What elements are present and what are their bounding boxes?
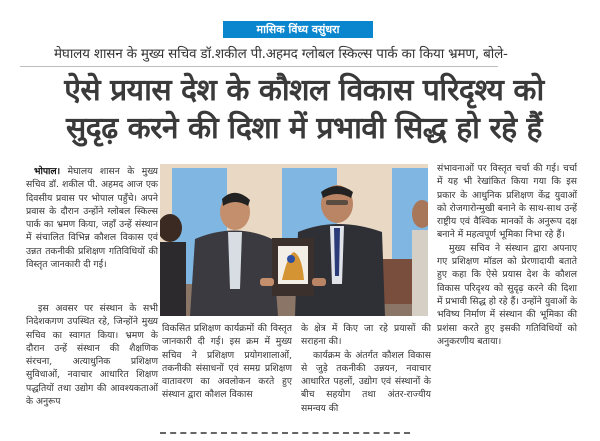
paragraph-2-continued: विकसित प्रशिक्षण कार्यक्रमों की विस्तृत जानकारी दी गई। इस क्रम में मुख्य सचिव ने प्रशिक्षण प्रयोगशालाओं, तकनीकी संसाधनों एवं समग्र प्रशिक्षण वातावरण का अवलोकन करते हुए संस्थान द्वारा कौशल विकास [162, 323, 292, 401]
article-column-4 [437, 162, 577, 348]
divider-rule [20, 66, 498, 67]
article-column-1-lower [26, 302, 158, 408]
headline [14, 72, 594, 148]
headline-line-1: ऐसे प्रयास देश के कौशल विकास परिदृश्य को [64, 73, 544, 108]
article-column-1 [26, 165, 158, 271]
paragraph-1-text: मेघालय शासन के मुख्य सचिव डॉ. शकील पी. अहमद आज एक दिवसीय प्रवास पर भोपाल पहुँचे। अपने प्रवास के दौरान उन्होंने ग्लोबल स्किल्स पार्क का भ्रमण किया, जहाँ उन्हें संस्थान में संचालित विभिन्न कौशल विकास एवं उन्नत तकनीकी प्रशिक्षण गतिविधियों की विस्तृत जानकारी दी गई। [26, 166, 159, 271]
article-column-3 [301, 322, 431, 415]
photo-illustration [160, 164, 428, 316]
publication-banner: मासिक विंध्य वसुंधरा [223, 21, 373, 38]
article-photo [160, 164, 428, 316]
paragraph-2-end: के क्षेत्र में किए जा रहे प्रयासों की सराहना की। [301, 323, 431, 348]
article-column-2 [162, 322, 292, 402]
paragraph-2: इस अवसर पर संस्थान के सभी निदेशकगण उपस्थित रहे, जिन्होंने मुख्य सचिव का स्वागत किया। भ्रमण के दौरान उन्हें संस्थान की शैक्षणिक संरचना, अत्याधुनिक प्रशिक्षण सुविधाओं, नवाचार आधारित शिक्षण पद्धतियों तथा उद्योग की आवश्यकताओं के अनुरूप [26, 303, 158, 408]
paragraph-3-continued: संभावनाओं पर विस्तृत चर्चा की गई। चर्चा में यह भी रेखांकित किया गया कि इस प्रकार के आधुनिक प्रशिक्षण केंद्र युवाओं को रोजगारोन्मुखी बनाने के साथ-साथ उन्हें राष्ट्रीय एवं वैश्विक मानकों के अनुरूप दक्ष बनाने में महत्वपूर्ण भूमिका निभा रहे हैं। [437, 163, 577, 241]
paragraph-3: कार्यक्रम के अंतर्गत कौशल विकास से जुड़े तकनीकी उन्नयन, नवाचार आधारित पहलों, उद्योग एवं संस्थानों के बीच सहयोग तथा अंतर-राज्यीय समन्वय की [301, 349, 431, 414]
kicker-subheading: मेघालय शासन के मुख्य सचिव डॉ.शकील पी.अहमद ग्लोबल स्किल्स पार्क का किया भ्रमण, बोले- [54, 46, 508, 62]
paragraph-1 [26, 165, 158, 271]
end-dashed-rule [160, 432, 410, 434]
paragraph-4: मुख्य सचिव ने संस्थान द्वारा अपनाए गए प्रशिक्षण मॉडल को प्रेरणादायी बताते हुए कहा कि ऐसे प्रयास देश के कौशल विकास परिदृश्य को सुदृढ़ करने की दिशा में प्रभावी सिद्ध हो रहे हैं। उन्होंने युवाओं के भविष्य निर्माण में संस्थान की भूमिका की प्रशंसा करते हुए इसकी गतिविधियों को अनुकरणीय बताया। [437, 242, 577, 347]
dateline: भोपाल। [34, 166, 61, 177]
headline-line-2: सुदृढ़ करने की दिशा में प्रभावी सिद्ध हो रहे हैं [66, 111, 542, 146]
